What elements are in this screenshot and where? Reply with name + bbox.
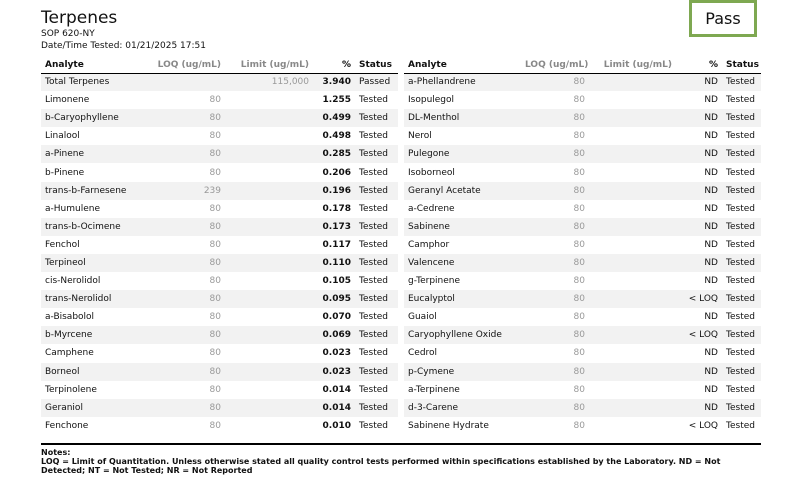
loq-cell: 80 (573, 312, 585, 323)
loq-cell: 80 (573, 420, 585, 431)
limit-cell (225, 182, 313, 200)
analyte-cell: Geraniol (41, 399, 145, 417)
table-row (404, 417, 761, 435)
col-pct: % (676, 57, 722, 73)
analyte-cell: a-Terpinene (408, 384, 460, 395)
loq-cell: 80 (209, 203, 221, 214)
percent-cell: ND (676, 145, 722, 163)
status-cell: Tested (359, 384, 388, 395)
status-cell: Tested (355, 363, 398, 381)
percent-cell: 0.014 (313, 399, 355, 417)
percent-cell: 0.014 (322, 384, 351, 395)
analyte-cell: b-Myrcene (41, 326, 145, 344)
analyte-cell: Valencene (404, 254, 521, 272)
status-cell: Tested (355, 254, 398, 272)
table-row (404, 73, 761, 91)
percent-cell: 0.023 (313, 363, 355, 381)
status-cell: Tested (359, 95, 388, 106)
status-cell: Tested (722, 218, 761, 236)
percent-cell: ND (676, 109, 722, 127)
col-analyte: Analyte (404, 57, 521, 73)
loq-cell: 80 (521, 326, 589, 344)
col-loq: LOQ (ug/mL) (521, 57, 589, 73)
table-body-left (41, 73, 398, 435)
status-cell: Tested (722, 182, 761, 200)
analyte-cell: Borneol (41, 363, 145, 381)
table-header-row (41, 57, 398, 73)
limit-cell (225, 308, 313, 326)
limit-cell (589, 163, 676, 181)
status-cell: Tested (359, 276, 388, 287)
notes-text: LOQ = Limit of Quantitation. Unless otherwise stated all quality control tests performed within specifications established by the Laboratory. ND = Not Detected; NT = Not Tested; NR = Not Reported (41, 457, 721, 475)
loq-cell: 80 (521, 182, 589, 200)
status-cell: Tested (359, 131, 388, 142)
table-row (404, 254, 761, 272)
analyte-cell: Fenchol (45, 239, 80, 250)
analyte-cell: cis-Nerolidol (45, 276, 101, 287)
notes-divider (41, 443, 761, 445)
table-row (404, 91, 761, 109)
table-row (404, 163, 761, 181)
percent-cell: ND (704, 203, 718, 214)
loq-cell: 80 (521, 145, 589, 163)
status-cell: Tested (726, 239, 755, 250)
analyte-cell: trans-Nerolidol (41, 290, 145, 308)
report-header (41, 9, 206, 52)
loq-cell: 80 (209, 131, 221, 142)
table-row (41, 290, 398, 308)
percent-cell: ND (676, 73, 722, 91)
status-cell: Tested (726, 131, 755, 142)
page-title: Terpenes (41, 8, 118, 28)
limit-cell (225, 326, 313, 344)
limit-cell (225, 381, 313, 399)
analyte-cell: d-3-Carene (404, 399, 521, 417)
loq-cell: 80 (573, 131, 585, 142)
table-row (404, 109, 761, 127)
limit-cell (225, 344, 313, 362)
limit-cell (589, 344, 676, 362)
percent-cell: ND (704, 348, 718, 359)
status-cell: Tested (355, 145, 398, 163)
status-cell: Tested (726, 276, 755, 287)
percent-cell: 0.095 (313, 290, 355, 308)
percent-cell: 1.255 (322, 95, 351, 106)
limit-cell (589, 326, 676, 344)
loq-cell: 80 (521, 218, 589, 236)
percent-cell: ND (676, 399, 722, 417)
loq-cell: 80 (573, 384, 585, 395)
loq-cell: 80 (209, 95, 221, 106)
table-row (41, 381, 398, 399)
status-cell: Tested (359, 420, 388, 431)
limit-cell (225, 200, 313, 218)
percent-cell: ND (676, 182, 722, 200)
limit-cell (225, 236, 313, 254)
percent-cell: ND (704, 131, 718, 142)
analyte-cell: a-Humulene (45, 203, 100, 214)
result-badge: Pass (689, 0, 757, 37)
percent-cell: 0.069 (313, 326, 355, 344)
percent-cell: ND (704, 384, 718, 395)
loq-cell: 80 (145, 109, 225, 127)
analyte-cell: Geranyl Acetate (404, 182, 521, 200)
analyte-cell: a-Bisabolol (45, 312, 95, 323)
status-cell: Tested (355, 218, 398, 236)
limit-cell (589, 91, 676, 109)
table-row (404, 326, 761, 344)
table-row (41, 344, 398, 362)
table-row (404, 363, 761, 381)
table-header-row (404, 57, 761, 73)
analyte-cell: Fenchone (45, 420, 89, 431)
table-row (41, 218, 398, 236)
table-row (41, 163, 398, 181)
percent-cell: 0.196 (313, 182, 355, 200)
percent-cell: 0.499 (313, 109, 355, 127)
percent-cell: 0.010 (322, 420, 351, 431)
table-row (41, 308, 398, 326)
status-cell: Tested (726, 167, 755, 178)
status-cell: Tested (355, 399, 398, 417)
percent-cell: 0.206 (322, 167, 351, 178)
analyte-cell: Sabinene Hydrate (408, 420, 489, 431)
loq-cell (145, 73, 225, 91)
table-row (404, 182, 761, 200)
col-pct: % (313, 57, 355, 73)
limit-cell (225, 127, 313, 145)
loq-cell: 80 (521, 363, 589, 381)
status-cell: Tested (726, 203, 755, 214)
status-cell: Tested (722, 109, 761, 127)
percent-cell: ND (704, 95, 718, 106)
table-row (41, 73, 398, 91)
status-cell: Tested (355, 182, 398, 200)
limit-cell (225, 417, 313, 435)
analyte-cell: Cedrol (408, 348, 438, 359)
percent-cell: < LOQ (676, 326, 722, 344)
analyte-cell: a-Phellandrene (404, 73, 521, 91)
loq-cell: 80 (209, 348, 221, 359)
analyte-cell: Isoborneol (408, 167, 455, 178)
loq-cell: 80 (521, 254, 589, 272)
table-row (404, 381, 761, 399)
notes-heading: Notes: (41, 448, 71, 457)
analyte-cell: Sabinene (404, 218, 521, 236)
analyte-cell: Terpineol (41, 254, 145, 272)
table-row (404, 218, 761, 236)
analyte-cell: Linalool (45, 131, 80, 142)
percent-cell: 0.023 (322, 348, 351, 359)
status-cell: Tested (722, 254, 761, 272)
status-cell: Tested (359, 348, 388, 359)
status-cell: Tested (726, 348, 755, 359)
loq-cell: 80 (209, 167, 221, 178)
status-cell: Tested (359, 312, 388, 323)
analyte-cell: Pulegone (404, 145, 521, 163)
limit-cell (589, 73, 676, 91)
percent-cell: ND (676, 218, 722, 236)
analyte-cell: trans-b-Farnesene (41, 182, 145, 200)
table-row (404, 290, 761, 308)
limit-cell (589, 182, 676, 200)
limit-cell (225, 91, 313, 109)
table-row (41, 182, 398, 200)
analyte-cell: b-Pinene (45, 167, 85, 178)
loq-cell: 80 (145, 145, 225, 163)
loq-cell: 80 (573, 167, 585, 178)
percent-cell: ND (704, 167, 718, 178)
notes (41, 448, 761, 475)
col-loq: LOQ (ug/mL) (145, 57, 225, 73)
terpene-table-right (404, 57, 761, 435)
status-cell: Tested (726, 312, 755, 323)
loq-cell: 80 (145, 218, 225, 236)
percent-cell: ND (676, 363, 722, 381)
percent-cell: 0.105 (322, 276, 351, 287)
limit-cell (589, 145, 676, 163)
analyte-cell: Nerol (408, 131, 432, 142)
percent-cell: ND (704, 312, 718, 323)
limit-cell (589, 399, 676, 417)
loq-cell: 80 (521, 73, 589, 91)
limit-cell (589, 254, 676, 272)
loq-cell: 80 (573, 239, 585, 250)
table-row (404, 272, 761, 290)
status-cell: Passed (355, 73, 398, 91)
col-status: Status (355, 57, 398, 73)
col-analyte: Analyte (41, 57, 145, 73)
loq-cell: 80 (521, 109, 589, 127)
loq-cell: 80 (209, 239, 221, 250)
limit-cell (589, 127, 676, 145)
percent-cell: 0.070 (322, 312, 351, 323)
table-row (404, 344, 761, 362)
col-limit: Limit (ug/mL) (225, 57, 313, 73)
col-limit: Limit (ug/mL) (589, 57, 676, 73)
status-cell: Tested (355, 326, 398, 344)
loq-cell: 80 (209, 276, 221, 287)
percent-cell: ND (704, 239, 718, 250)
status-cell: Tested (359, 239, 388, 250)
loq-cell: 80 (209, 312, 221, 323)
table-row (404, 236, 761, 254)
limit-cell (225, 218, 313, 236)
table-row (41, 363, 398, 381)
percent-cell: < LOQ (676, 290, 722, 308)
table-row (41, 417, 398, 435)
limit-cell: 115,000 (225, 73, 313, 91)
analyte-cell: DL-Menthol (404, 109, 521, 127)
table-row (41, 236, 398, 254)
table-row (41, 326, 398, 344)
percent-cell: 0.498 (322, 131, 351, 142)
percent-cell: 0.173 (313, 218, 355, 236)
percent-cell: ND (676, 254, 722, 272)
limit-cell (225, 363, 313, 381)
analyte-cell: Total Terpenes (41, 73, 145, 91)
limit-cell (225, 254, 313, 272)
loq-cell: 80 (521, 290, 589, 308)
tested-datetime: Date/Time Tested: 01/21/2025 17:51 (41, 41, 206, 51)
analyte-cell: Limonene (45, 95, 90, 106)
table-row (41, 399, 398, 417)
analyte-cell: a-Cedrene (408, 203, 455, 214)
percent-cell: ND (704, 276, 718, 287)
analyte-cell: g-Terpinene (408, 276, 461, 287)
table-row (41, 145, 398, 163)
percent-cell: 0.110 (313, 254, 355, 272)
loq-cell: 239 (145, 182, 225, 200)
limit-cell (589, 109, 676, 127)
status-cell: Tested (722, 326, 761, 344)
loq-cell: 80 (145, 326, 225, 344)
loq-cell: 80 (145, 399, 225, 417)
loq-cell: 80 (145, 254, 225, 272)
status-cell: Tested (722, 145, 761, 163)
limit-cell (589, 236, 676, 254)
loq-cell: 80 (573, 276, 585, 287)
analyte-cell: trans-b-Ocimene (41, 218, 145, 236)
status-cell: Tested (726, 420, 755, 431)
loq-cell: 80 (573, 348, 585, 359)
limit-cell (589, 308, 676, 326)
loq-cell: 80 (145, 290, 225, 308)
percent-cell: < LOQ (688, 420, 718, 431)
loq-cell: 80 (209, 384, 221, 395)
terpene-table-left (41, 57, 398, 435)
table-body-right (404, 73, 761, 435)
loq-cell: 80 (521, 399, 589, 417)
loq-cell: 80 (145, 363, 225, 381)
percent-cell: 0.117 (322, 239, 351, 250)
sop-label: SOP 620-NY (41, 29, 95, 39)
limit-cell (589, 290, 676, 308)
limit-cell (589, 381, 676, 399)
table-row (41, 109, 398, 127)
percent-cell: 3.940 (313, 73, 355, 91)
table-row (41, 127, 398, 145)
status-cell: Tested (722, 73, 761, 91)
limit-cell (589, 218, 676, 236)
table-row (41, 254, 398, 272)
table-row (41, 272, 398, 290)
table-row (404, 399, 761, 417)
analyte-cell: Eucalyptol (404, 290, 521, 308)
analyte-cell: Isopulegol (408, 95, 455, 106)
percent-cell: 0.285 (313, 145, 355, 163)
status-cell: Tested (355, 109, 398, 127)
analyte-cell: Caryophyllene Oxide (404, 326, 521, 344)
col-status: Status (722, 57, 761, 73)
analyte-cell: Guaiol (408, 312, 437, 323)
results-tables (41, 57, 761, 435)
status-cell: Tested (722, 399, 761, 417)
loq-cell: 80 (573, 95, 585, 106)
limit-cell (225, 399, 313, 417)
analyte-cell: p-Cymene (404, 363, 521, 381)
limit-cell (589, 272, 676, 290)
percent-cell: 0.178 (322, 203, 351, 214)
analyte-cell: Camphor (408, 239, 450, 250)
analyte-cell: Terpinolene (45, 384, 97, 395)
analyte-cell: Camphene (45, 348, 94, 359)
limit-cell (225, 272, 313, 290)
analyte-cell: b-Caryophyllene (41, 109, 145, 127)
loq-cell: 80 (573, 203, 585, 214)
analyte-cell: a-Pinene (41, 145, 145, 163)
status-cell: Tested (722, 363, 761, 381)
limit-cell (589, 363, 676, 381)
status-cell: Tested (359, 203, 388, 214)
limit-cell (225, 163, 313, 181)
limit-cell (225, 109, 313, 127)
table-row (404, 308, 761, 326)
limit-cell (225, 290, 313, 308)
table-row (404, 200, 761, 218)
table-row (41, 200, 398, 218)
limit-cell (589, 417, 676, 435)
status-cell: Tested (359, 167, 388, 178)
table-row (404, 127, 761, 145)
limit-cell (589, 200, 676, 218)
status-cell: Tested (726, 95, 755, 106)
status-cell: Tested (722, 290, 761, 308)
table-row (41, 91, 398, 109)
status-cell: Tested (355, 290, 398, 308)
status-cell: Tested (726, 384, 755, 395)
loq-cell: 80 (209, 420, 221, 431)
limit-cell (225, 145, 313, 163)
table-row (404, 145, 761, 163)
